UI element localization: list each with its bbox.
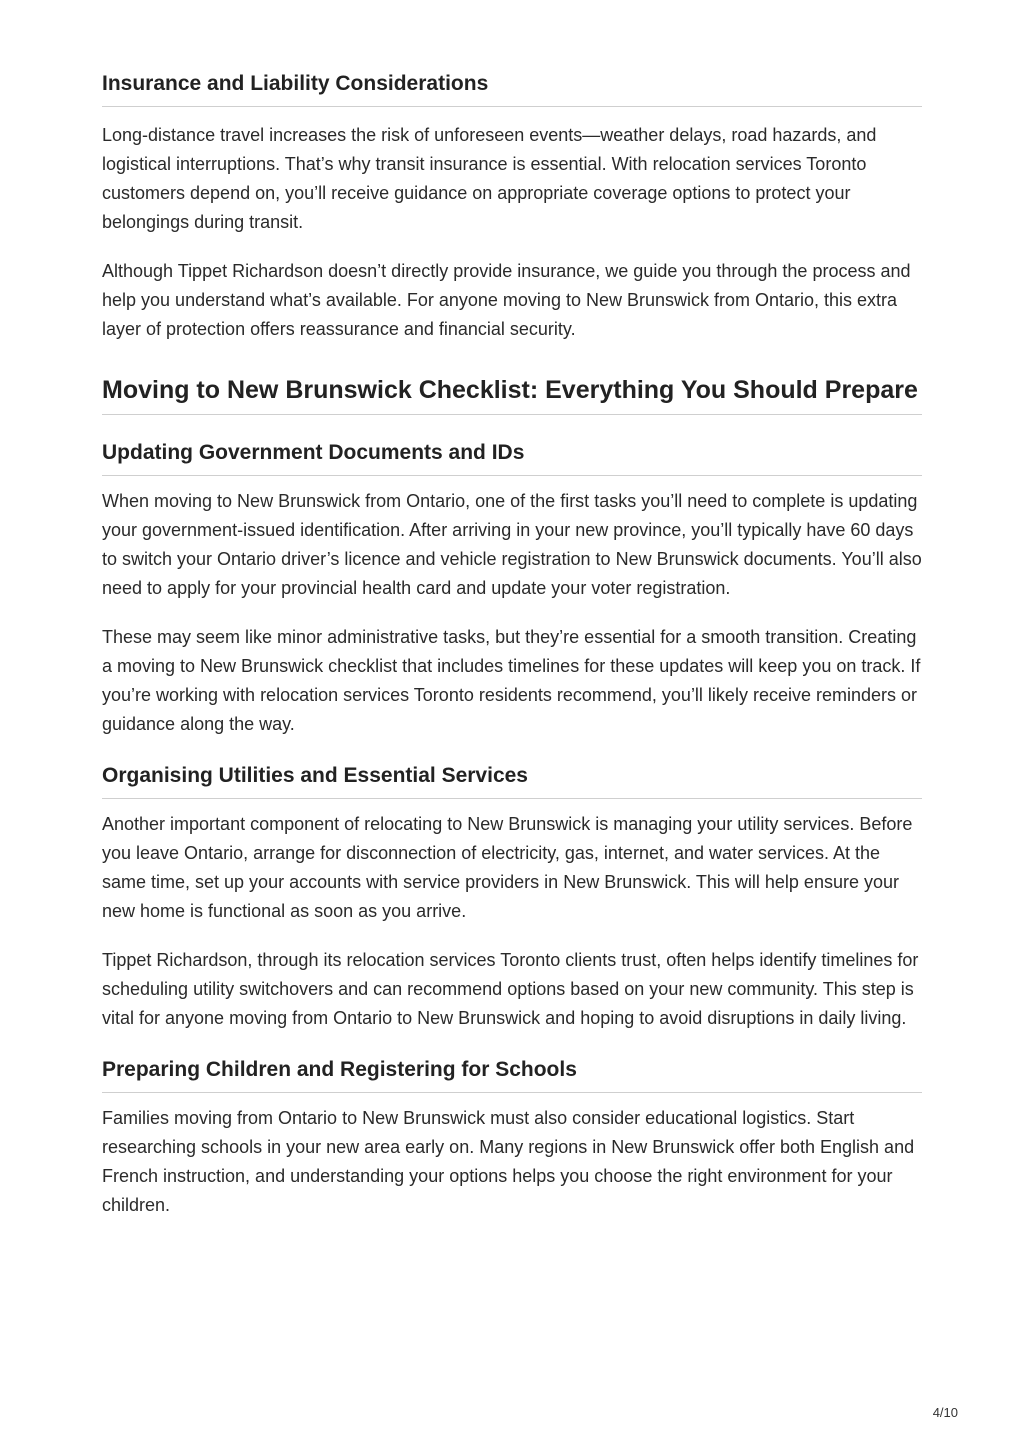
paragraph-documents-2: These may seem like minor administrative tasks, but they’re essential for a smooth transition. Creating a moving to New Brunswick checklist that includes timelines for these updates will keep you on track. If you’re working with relocation services Toronto residents recommend, you’ll likely receive reminders or guidance along the way.: [102, 627, 921, 734]
document-body: [102, 70, 922, 1220]
section-heading-schools: Preparing Children and Registering for Schools: [102, 1056, 922, 1093]
section-heading-documents: Updating Government Documents and IDs: [102, 439, 922, 476]
paragraph-insurance-1: Long-distance travel increases the risk of unforeseen events—weather delays, road hazards, and logistical interruptions. That’s why transit insurance is essential. With relocation services Toronto customers depend on, you’ll receive guidance on appropriate coverage options to protect your belongings during transit.: [102, 125, 877, 232]
major-heading-checklist: Moving to New Brunswick Checklist: Everything You Should Prepare: [102, 375, 922, 415]
paragraph-utilities-1: Another important component of relocating to New Brunswick is managing your utility services. Before you leave Ontario, arrange for disconnection of electricity, gas, internet, and water services. At the same time, set up your accounts with service providers in New Brunswick. This will help ensure your new home is functional as soon as you arrive.: [102, 814, 913, 921]
paragraph-schools-1: Families moving from Ontario to New Brunswick must also consider educational logistics. Start researching schools in your new area early on. Many regions in New Brunswick offer both English and French instruction, and understanding your options helps you choose the right environment for your children.: [102, 1108, 915, 1215]
section-heading-insurance: Insurance and Liability Considerations: [102, 70, 922, 107]
paragraph-documents-1: When moving to New Brunswick from Ontario, one of the first tasks you’ll need to complete is updating your government-issued identification. After arriving in your new province, you’ll typically have 60 days to switch your Ontario driver’s licence and vehicle registration to New Brunswick documents. You’ll also need to apply for your provincial health card and update your voter registration.: [102, 491, 922, 598]
page-number: 4/10: [932, 1405, 958, 1420]
section-heading-utilities: Organising Utilities and Essential Services: [102, 762, 922, 799]
paragraph-utilities-2: Tippet Richardson, through its relocation services Toronto clients trust, often helps identify timelines for scheduling utility switchovers and can recommend options based on your new community. This step is vital for anyone moving from Ontario to New Brunswick and hoping to avoid disruptions in daily living.: [102, 950, 919, 1028]
paragraph-insurance-2: Although Tippet Richardson doesn’t directly provide insurance, we guide you through the process and help you understand what’s available. For anyone moving to New Brunswick from Ontario, this extra layer of protection offers reassurance and financial security.: [102, 261, 911, 339]
